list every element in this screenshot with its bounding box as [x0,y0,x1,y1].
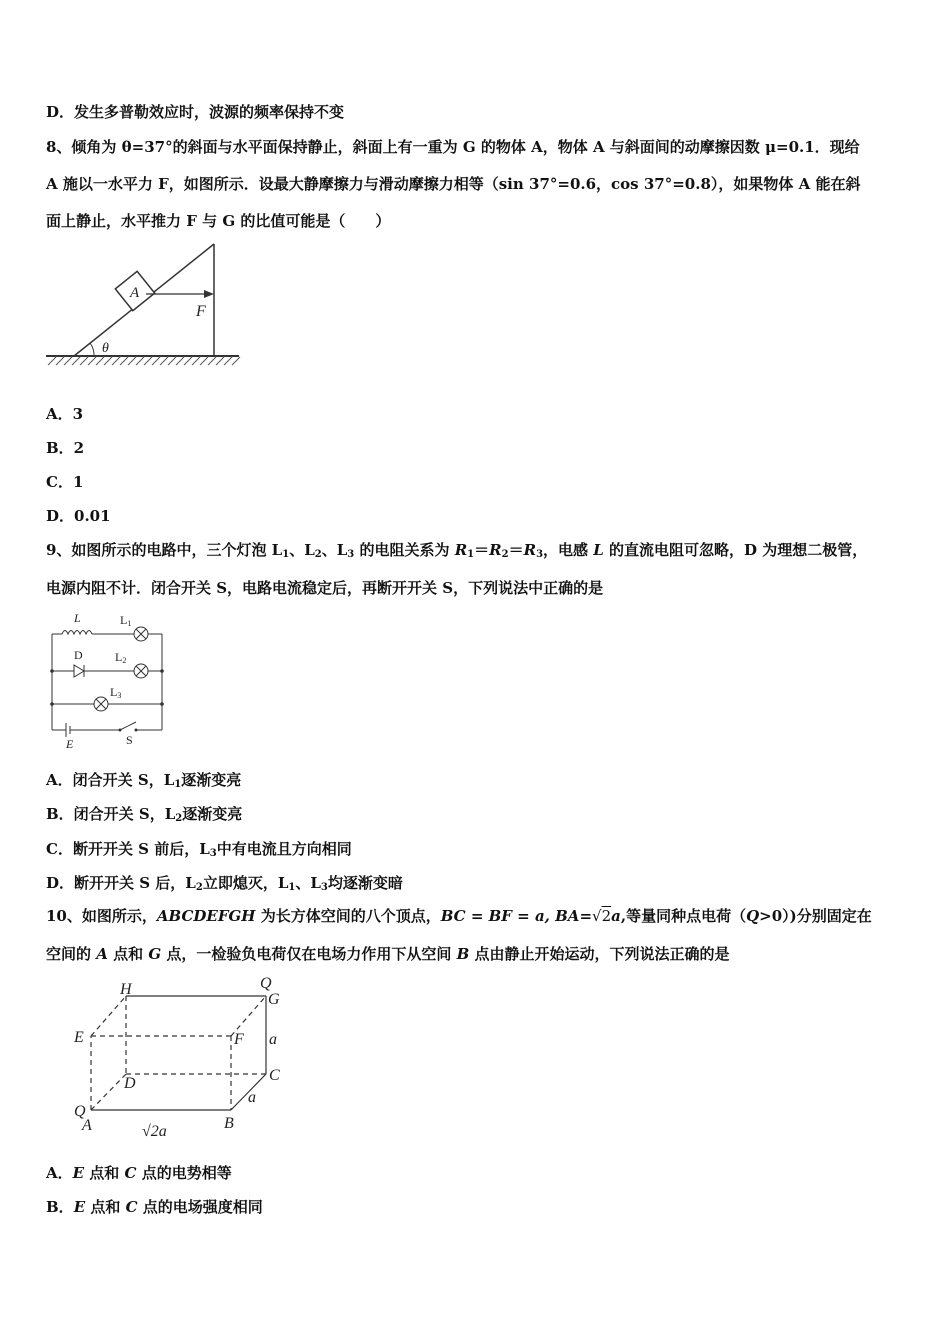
q9-circuit-figure [44,608,174,750]
q7-option-d: D．发生多普勒效应时，波源的频率保持不变 [46,103,345,121]
q9-stem-line-1: 9、如图所示的电路中，三个灯泡 $L_1$、$L_2$、$L_3$ 的电阻关系为 $R_1=R_2=R_3$，电感 L 的直流电阻可忽略，D 为理想二极管， [46,541,868,560]
vertex-g: G [268,991,280,1008]
diode [74,665,84,677]
source-e-label: E [66,737,74,750]
q8-option-b: B．2 [46,439,85,457]
force-f-label: F [196,303,206,320]
edge-label-a-depth: a [248,1089,256,1106]
q8-option-d: D．0.01 [46,507,111,525]
q10-cuboid-figure [68,974,298,1146]
q10-stem-line-1: 10、如图所示，ABCDEFGH 为长方体空间的八个顶点，BC = BF = a, BA=√2a,等量同种点电荷（Q>0）)分别固定在 [46,907,872,925]
edge-label-ab-length: √2a [142,1123,167,1140]
vertex-a: A [82,1117,92,1134]
q8-stem-line-1: 8、倾角为 θ=37°的斜面与水平面保持静止，斜面上有一重为 G 的物体 A，物体 A 与斜面间的动摩擦因数 μ=0.1．现给 [46,138,860,156]
inductor-label: L [74,611,81,625]
vertex-c: C [269,1067,280,1084]
angle-theta-label: θ [102,341,109,356]
q9-option-d: D．断开开关 S 后，$L_2$立即熄灭，$L_1$、$L_3$均逐渐变暗 [46,874,403,893]
switch-s-label: S [126,733,133,747]
vertex-h: H [120,981,132,998]
l1-label: L1 [120,613,132,628]
inductor [62,631,92,635]
vertex-b: B [224,1115,234,1132]
q10-option-b: B．E 点和 C 点的电场强度相同 [46,1198,263,1216]
charge-q-bottom: Q [74,1103,86,1120]
q8-stem-line-2: A 施以一水平力 F，如图所示．设最大静摩擦力与滑动摩擦力相等（sin 37°=0.6，cos 37°=0.8），如果物体 A 能在斜 [46,175,861,193]
q10-option-a: A．E 点和 C 点的电势相等 [46,1164,232,1182]
q9-option-a: A．闭合开关 S，$L_1$逐渐变亮 [46,771,242,790]
edge-label-a-vertical: a [269,1031,277,1048]
vertex-f: F [234,1031,244,1048]
l3-label: L3 [110,685,122,700]
vertex-d: D [124,1075,136,1092]
q8-incline-figure [44,240,244,372]
q8-stem-line-3: 面上静止，水平推力 F 与 G 的比值可能是（ ） [46,212,391,230]
vertex-e: E [74,1029,84,1046]
l2-label: L2 [115,650,127,665]
charge-q-top: Q [260,975,272,992]
q10-stem-line-2: 空间的 A 点和 G 点，一检验负电荷仅在电场力作用下从空间 B 点由静止开始运动，下列说法正确的是 [46,945,730,963]
q8-option-c: C．1 [46,473,84,491]
switch [120,722,136,730]
diode-label: D [74,648,83,662]
q9-option-b: B．闭合开关 S，$L_2$逐渐变亮 [46,805,243,824]
q8-option-a: A．3 [46,405,84,423]
block-a-label: A [130,285,140,301]
q9-stem-line-2: 电源内阻不计．闭合开关 S，电路电流稳定后，再断开开关 S，下列说法中正确的是 [46,579,604,597]
q9-option-c: C．断开开关 S 前后，$L_3$中有电流且方向相同 [46,840,352,859]
